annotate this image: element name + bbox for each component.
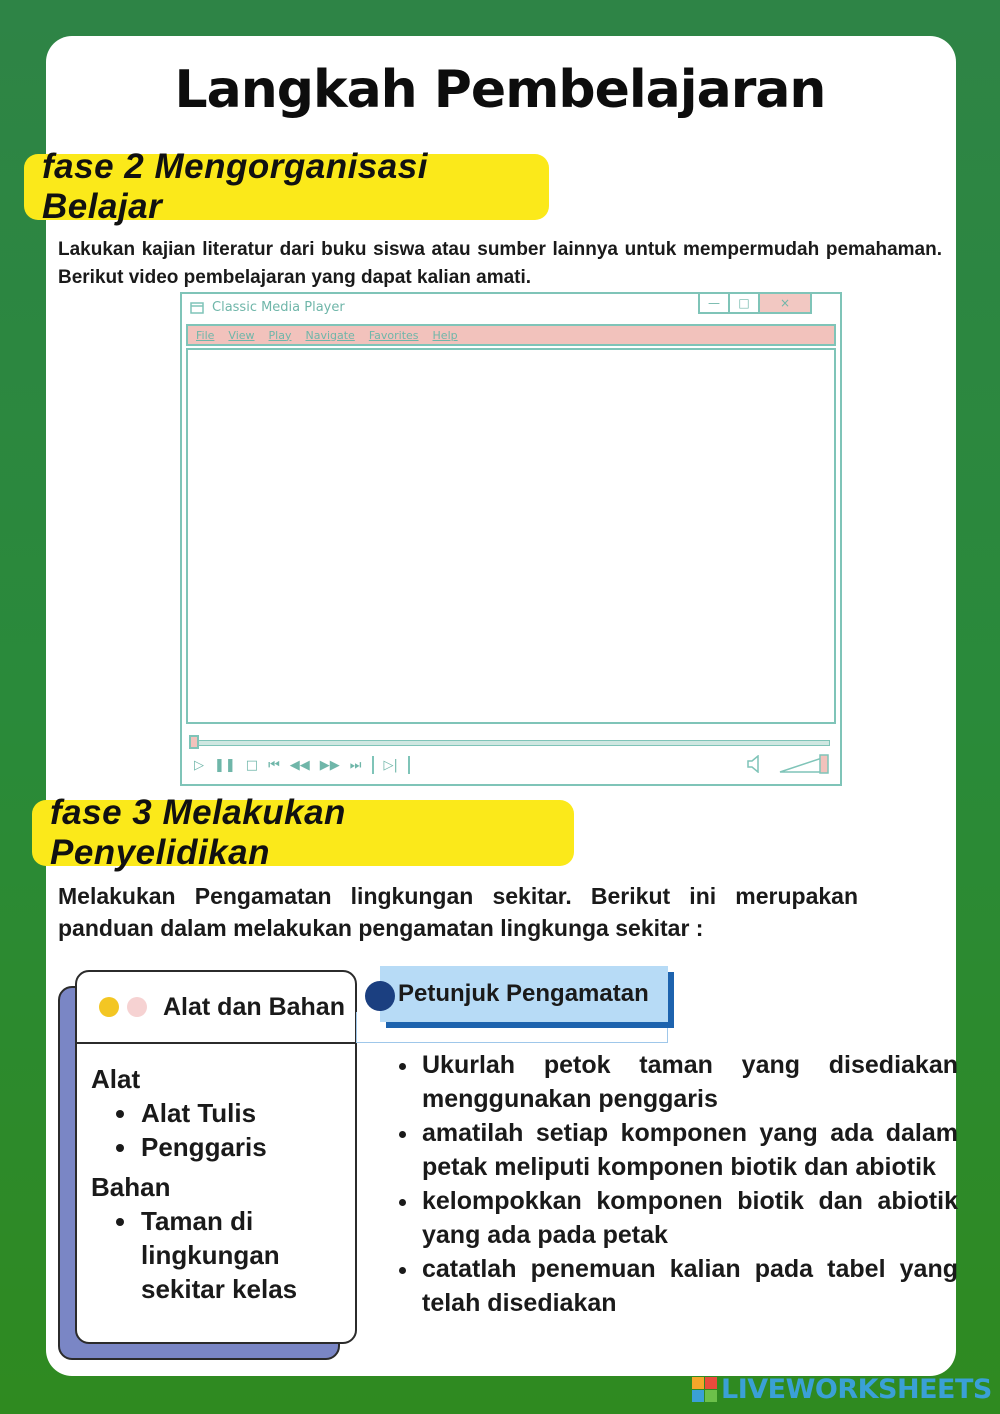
- blue-dot-icon: [365, 981, 395, 1011]
- volume-control: [746, 754, 830, 774]
- phase2-tag: fase 2 Mengorganisasi Belajar: [24, 154, 549, 220]
- list-item: • Taman di lingkungan sekitar kelas: [139, 1204, 343, 1306]
- list-item: • amatilah setiap komponen yang ada dalam petak meliputi komponen biotik dan abiotik: [420, 1116, 958, 1184]
- alat-bahan-header: [77, 972, 355, 1044]
- petunjuk-title: Petunjuk Pengamatan: [380, 966, 668, 1022]
- skip-back-icon[interactable]: ⏮: [268, 757, 280, 773]
- volume-slider[interactable]: [778, 754, 830, 774]
- playback-controls: [194, 756, 410, 774]
- brand-text: LIVEWORKSHEETS: [721, 1374, 992, 1405]
- close-button[interactable]: ×: [758, 294, 812, 314]
- menu-file[interactable]: File: [196, 328, 215, 342]
- bahan-list: [91, 1204, 343, 1306]
- film-icon: [190, 302, 204, 314]
- stop-icon[interactable]: □: [245, 757, 259, 773]
- player-title: Classic Media Player: [212, 300, 345, 315]
- fast-forward-icon[interactable]: ▶▶: [319, 757, 340, 773]
- minimize-button[interactable]: —: [698, 294, 730, 314]
- frame-step-icon[interactable]: ▷|: [383, 757, 398, 773]
- menu-favorites[interactable]: Favorites: [368, 328, 419, 342]
- menu-play[interactable]: Play: [268, 328, 292, 342]
- control-separator: [408, 756, 410, 774]
- seek-handle[interactable]: [189, 735, 199, 749]
- menu-view[interactable]: View: [228, 328, 255, 342]
- maximize-button[interactable]: □: [728, 294, 760, 314]
- page-title: Langkah Pembelajaran: [174, 60, 826, 120]
- list-item: • Ukurlah petok taman yang disediakan menggunakan penggaris: [420, 1048, 958, 1116]
- phase3-tag: fase 3 Melakukan Penyelidikan: [32, 800, 574, 866]
- list-item: • Penggaris: [139, 1130, 343, 1164]
- window-buttons: [700, 294, 812, 314]
- list-item: • Alat Tulis: [139, 1096, 343, 1130]
- speaker-icon[interactable]: [746, 755, 762, 773]
- menu-help[interactable]: Help: [432, 328, 458, 342]
- menu-navigate[interactable]: Navigate: [305, 328, 355, 342]
- list-item: • catatlah penemuan kalian pada tabel yang telah disediakan: [420, 1252, 958, 1320]
- player-menubar: [186, 324, 836, 346]
- list-item: • kelompokkan komponen biotik dan abiotik yang ada pada petak: [420, 1184, 958, 1252]
- petunjuk-steps: [390, 1048, 958, 1320]
- pink-dot-icon: [127, 997, 147, 1017]
- seek-bar[interactable]: [192, 740, 830, 746]
- alat-bahan-title: Alat dan Bahan: [163, 992, 345, 1021]
- alat-bahan-card: [75, 970, 357, 1344]
- phase2-text: Lakukan kajian literatur dari buku siswa atau sumber lainnya untuk mempermudah pemahaman. Berikut video pembelajaran yang dapat kalian amati.: [58, 239, 942, 288]
- pause-icon[interactable]: ❚❚: [214, 757, 236, 773]
- rewind-icon[interactable]: ◀◀: [289, 757, 310, 773]
- media-player: [180, 292, 842, 786]
- control-separator: [372, 756, 374, 774]
- skip-forward-icon[interactable]: ⏭: [349, 757, 362, 773]
- alat-label: Alat: [91, 1064, 141, 1094]
- alat-list: [91, 1096, 343, 1164]
- bahan-label: Bahan: [91, 1172, 171, 1202]
- phase3-text: Melakukan Pengamatan lingkungan sekitar. Berikut ini merupakan panduan dalam melakukan pengamatan lingkunga sekitar :: [58, 883, 858, 941]
- play-icon[interactable]: ▷: [194, 757, 204, 773]
- liveworksheets-brand[interactable]: [692, 1374, 992, 1405]
- video-screen[interactable]: [186, 348, 836, 724]
- player-titlebar: [190, 300, 345, 315]
- liveworksheets-logo-icon: [692, 1377, 717, 1402]
- yellow-dot-icon: [99, 997, 119, 1017]
- alat-bahan-body: [77, 1044, 355, 1306]
